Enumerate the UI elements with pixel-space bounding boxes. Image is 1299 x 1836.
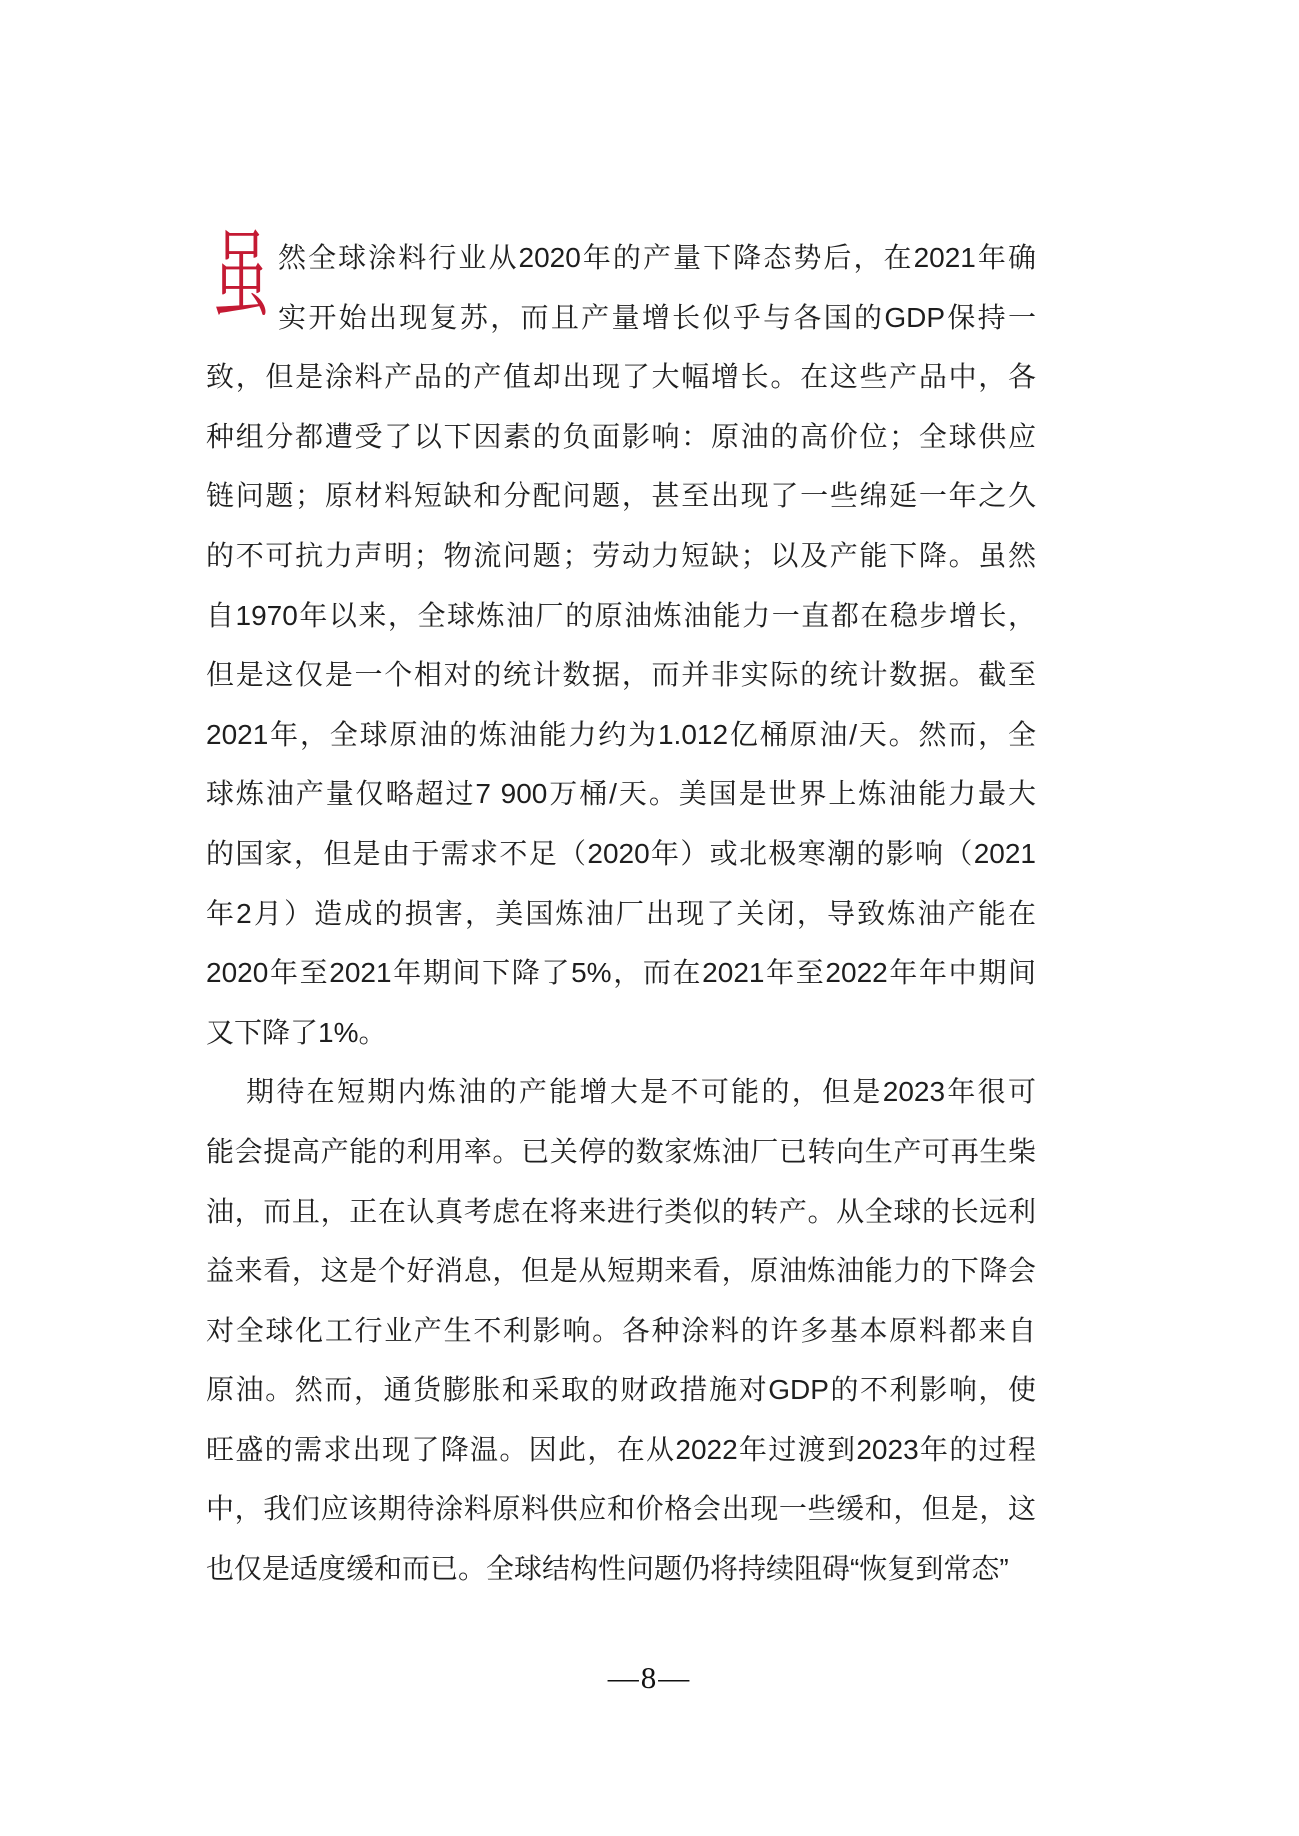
page-number: —8— <box>607 1660 692 1695</box>
text-line: 中，我们应该期待涂料原料供应和价格会出现一些缓和，但是，这 <box>206 1493 1036 1525</box>
text-line: 球炼油产量仅略超过7 900万桶/天。美国是世界上炼油能力最大 <box>206 778 1036 810</box>
text-line: 对全球化工行业产生不利影响。各种涂料的许多基本原料都来自 <box>206 1314 1036 1346</box>
text-line: 自1970年以来，全球炼油厂的原油炼油能力一直都在稳步增长， <box>206 599 1036 631</box>
text-line: 的国家，但是由于需求不足（2020年）或北极寒潮的影响（2021 <box>206 837 1036 869</box>
text-line: 年2月）造成的损害，美国炼油厂出现了关闭，导致炼油产能在 <box>206 897 1036 929</box>
text-line: 2021年，全球原油的炼油能力约为1.012亿桶原油/天。然而，全 <box>206 718 1036 750</box>
text-line: 也仅是适度缓和而已。全球结构性问题仍将持续阻碍“恢复到常态” <box>206 1553 1009 1585</box>
text-line: 油，而且，正在认真考虑在将来进行类似的转产。从全球的长远利 <box>206 1195 1036 1227</box>
body-text <box>206 222 1036 1599</box>
text-line: 致，但是涂料产品的产值却出现了大幅增长。在这些产品中，各 <box>206 361 1036 393</box>
text-line: 实开始出现复苏，而且产量增长似乎与各国的GDP保持一 <box>278 301 1036 333</box>
text-line: 旺盛的需求出现了降温。因此，在从2022年过渡到2023年的过程 <box>206 1433 1036 1465</box>
text-line: 链问题；原材料短缺和分配问题，甚至出现了一些绵延一年之久 <box>206 480 1036 512</box>
text-line: 益来看，这是个好消息，但是从短期来看，原油炼油能力的下降会 <box>206 1255 1036 1287</box>
text-line: 的不可抗力声明；物流问题；劳动力短缺；以及产能下降。虽然 <box>206 539 1036 571</box>
text-line: 又下降了1%。 <box>206 1016 387 1048</box>
text-line: 期待在短期内炼油的产能增大是不可能的，但是2023年很可 <box>246 1076 1036 1108</box>
drop-cap-character: 虽 <box>212 222 270 329</box>
text-line: 但是这仅是一个相对的统计数据，而并非实际的统计数据。截至 <box>206 659 1036 691</box>
paragraph-2 <box>206 1062 1036 1598</box>
text-line: 能会提高产能的利用率。已关停的数家炼油厂已转向生产可再生柴 <box>206 1135 1036 1167</box>
text-line: 然全球涂料行业从2020年的产量下降态势后，在2021年确 <box>278 242 1036 273</box>
text-line: 种组分都遭受了以下因素的负面影响：原油的高价位；全球供应 <box>206 420 1036 452</box>
text-line: 2020年至2021年期间下降了5%，而在2021年至2022年年中期间 <box>206 957 1036 989</box>
paragraph-1 <box>206 222 1036 1062</box>
text-line: 原油。然而，通货膨胀和采取的财政措施对GDP的不利影响，使 <box>206 1374 1036 1406</box>
